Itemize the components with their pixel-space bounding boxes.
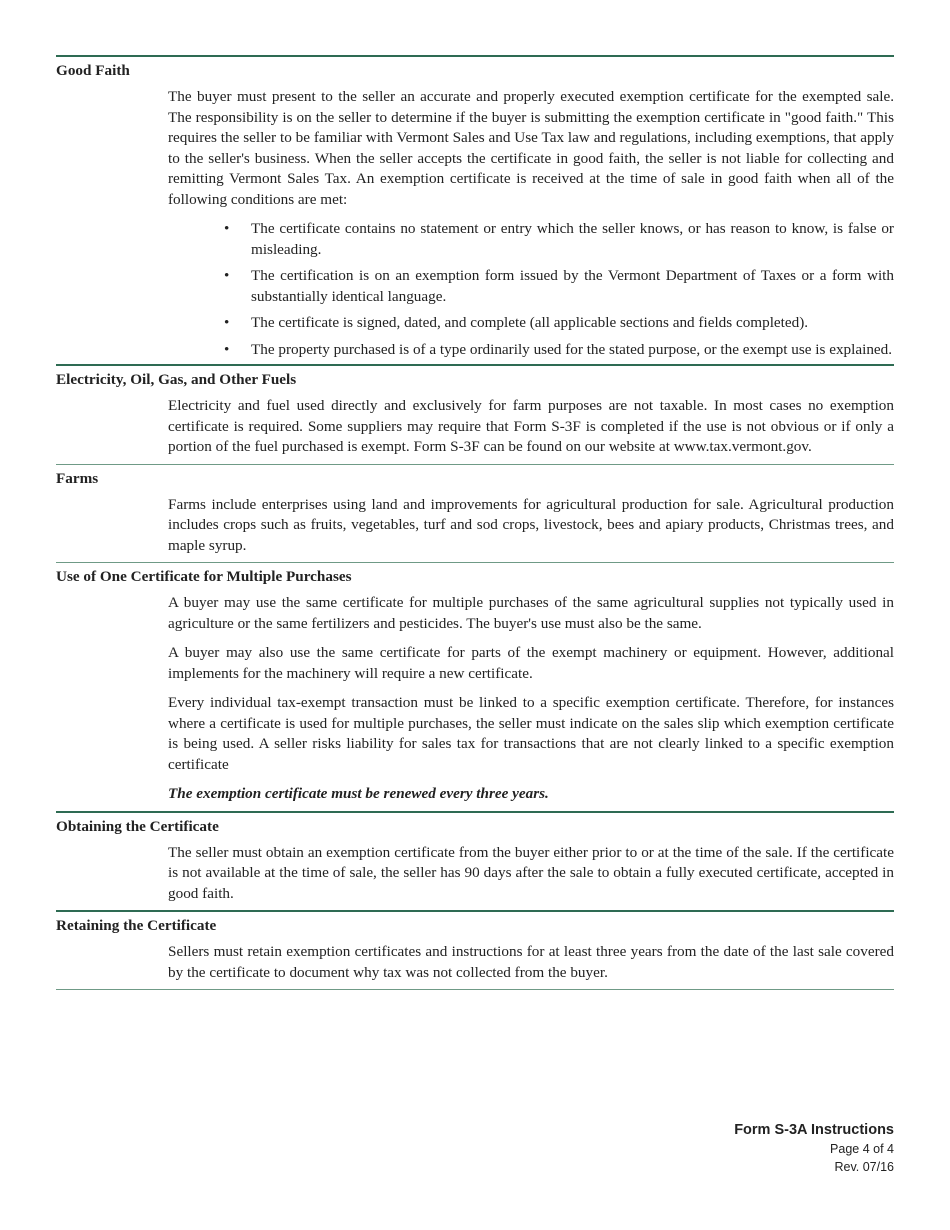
list-item: • The certificate contains no statement or entry which the seller knows, or has reason to know, is false or misleading. xyxy=(224,220,894,258)
section-paragraph: Every individual tax-exempt transaction must be linked to a specific exemption certificate. Therefore, for instances where a certificate is used for multiple purchases, the seller must indicate on the sales slip which exemption certificate is being used. A seller risks liability for sales tax for transactions that are not clearly linked to a specific exemption certificate xyxy=(168,694,894,773)
section-heading: Obtaining the Certificate xyxy=(56,817,219,835)
section-heading: Retaining the Certificate xyxy=(56,917,217,934)
form-name: Form S-3A Instructions xyxy=(734,1122,894,1138)
section-heading: Farms xyxy=(56,469,99,487)
section-fuels xyxy=(56,366,894,458)
section-heading: Use of One Certificate for Multiple Purchases xyxy=(56,568,352,585)
page-footer xyxy=(734,1121,894,1176)
section-paragraph: A buyer may use the same certificate for multiple purchases of the same agricultural supplies not typically used in agriculture or the same fertilizers and pesticides. The buyer's use must also be the same. xyxy=(168,594,894,632)
renewal-note: The exemption certificate must be renewed every three years. xyxy=(168,785,549,802)
list-item: • The certification is on an exemption form issued by the Vermont Department of Taxes or a form with substantially identical language. xyxy=(224,267,894,305)
bullet-icon: • xyxy=(224,267,230,284)
section-paragraph: A buyer may also use the same certificate for parts of the exempt machinery or equipment. However, additional implements for the machinery will require a new certificate. xyxy=(168,644,894,682)
list-item: • The certificate is signed, dated, and complete (all applicable sections and fields completed). xyxy=(224,313,894,334)
section-paragraph: The seller must obtain an exemption certificate from the buyer either prior to or at the time of the sale. If the certificate is not available at the time of sale, the seller has 90 days after the sale to obtain a fully executed certificate, accepted in good faith. xyxy=(168,843,894,902)
page-number: Page 4 of 4 xyxy=(830,1142,894,1156)
section-divider xyxy=(56,989,894,990)
section-paragraph: Electricity and fuel used directly and exclusively for farm purposes are not taxable. In most cases no exemption certificate is required. Some suppliers may require that Form S-3F is completed if the use is not obvious or if only a portion of the fuel purchased is exempt. Form S-3F can be found on our website at www.tax.vermont.gov. xyxy=(168,397,894,455)
list-item: • The property purchased is of a type ordinarily used for the stated purpose, or the exempt use is explained. xyxy=(224,340,894,361)
section-good-faith xyxy=(56,57,894,360)
bullet-icon: • xyxy=(224,314,230,331)
section-heading: Good Faith xyxy=(56,62,130,79)
document-page xyxy=(56,55,894,990)
revision-date: Rev. 07/16 xyxy=(834,1160,894,1174)
section-retaining xyxy=(56,912,894,983)
section-paragraph: Sellers must retain exemption certificates and instructions for at least three years from the date of the last sale covered by the certificate to document why tax was not collected from the buyer. xyxy=(168,943,894,981)
section-farms xyxy=(56,465,894,557)
section-paragraph: The buyer must present to the seller an accurate and properly executed exemption certificate for the exempted sale. The responsibility is on the seller to determine if the buyer is submitting the exemption certificate in "good faith." This requires the seller to be familiar with Vermont Sales and Use Tax law and regulations, including exemptions, that apply to the seller's business. When the seller accepts the certificate in good faith, the seller is not liable for collecting and remitting Vermont Sales Tax. An exemption certificate is received at the time of sale in good faith when all of the following conditions are met: xyxy=(168,88,894,208)
section-obtaining xyxy=(56,813,894,905)
section-paragraph: Farms include enterprises using land and improvements for agricultural production for sale. Agricultural production includes crops such as fruits, vegetables, turf and sod crops, livestock, bees and apiary products, Christmas trees, and maple syrup. xyxy=(168,495,894,554)
bullet-icon: • xyxy=(224,340,230,358)
section-multiple-purchases xyxy=(56,563,894,805)
bullet-icon: • xyxy=(224,220,230,237)
section-heading: Electricity, Oil, Gas, and Other Fuels xyxy=(56,371,297,388)
conditions-list xyxy=(168,219,894,360)
